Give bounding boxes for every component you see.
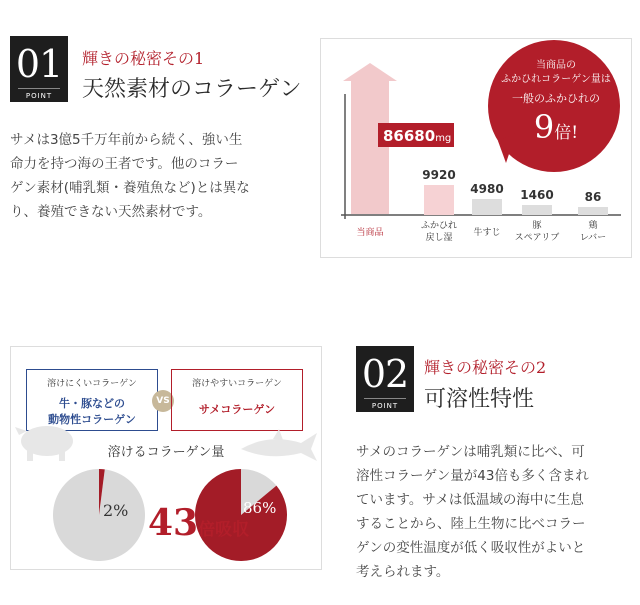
bar	[424, 185, 454, 215]
collagen-amount-chart-panel	[320, 38, 632, 258]
highlight-unit: mg	[435, 133, 452, 144]
point-badge-02	[356, 346, 414, 412]
left-compare-heading: 溶けにくいコラーゲン	[47, 379, 137, 389]
solubility-comparison-panel	[10, 346, 322, 570]
point1-subtitle: 輝きの秘密その1	[82, 49, 205, 68]
left-compare-line1: 牛・豚などの	[59, 397, 125, 410]
right-compare-box	[171, 369, 303, 431]
point-label: POINT	[364, 398, 406, 410]
category-label: スペアリブ	[514, 233, 560, 243]
point1-title: 天然素材のコラーゲン	[82, 77, 302, 102]
point-label: POINT	[18, 88, 60, 100]
category-label: ふかひれ	[420, 221, 458, 231]
category-label: レバー	[579, 233, 607, 243]
paragraph-line: 溶性コラーゲン量が43倍も多く含まれ	[356, 468, 589, 484]
paragraph-line: ゲン素材(哺乳類・養殖魚など)とは異な	[10, 180, 250, 196]
pie-chart-title: 溶けるコラーゲン量	[107, 445, 225, 460]
bar	[472, 199, 502, 215]
bubble-text	[486, 59, 626, 144]
category-label: 当商品	[356, 228, 384, 238]
right-compare-heading: 溶けやすいコラーゲン	[192, 379, 282, 389]
paragraph-line: ゲンの変性温度が低く吸収性がよいと	[356, 540, 586, 556]
bubble-line: 一般のふかひれの	[512, 92, 600, 105]
bubble-line: 当商品の	[536, 60, 576, 71]
highlight-value: 86680	[383, 127, 436, 145]
paragraph-line: り、養殖できない天然素材です。	[10, 204, 212, 220]
pie-left-label: 2%	[103, 501, 129, 520]
left-compare-line2: 動物性コラーゲン	[48, 413, 136, 426]
right-compare-line1: サメコラーゲン	[198, 403, 276, 416]
vs-text: VS	[156, 396, 170, 406]
bar	[578, 207, 608, 215]
category-label: 鶏	[588, 221, 598, 231]
point-number: 02	[361, 352, 409, 396]
paragraph-line: 命力を持つ海の王者です。他のコラー	[10, 156, 239, 172]
category-label: 戻し湿	[425, 233, 453, 243]
absorption-comparison	[148, 502, 249, 544]
point1-paragraph	[10, 128, 310, 224]
bar-value-label: 86	[584, 190, 602, 204]
paragraph-line: することから、陸上生物に比べコラー	[356, 516, 586, 532]
point2-paragraph	[356, 440, 636, 584]
pie-right-label: 86%	[243, 499, 277, 517]
category-label: 牛すじ	[473, 228, 501, 238]
point-number: 01	[15, 42, 63, 86]
paragraph-line: ています。サメは低温域の海中に生息	[356, 492, 584, 508]
absorption-number: 43	[148, 502, 199, 544]
paragraph-line: 考えられます。	[356, 564, 450, 580]
bar-value-label: 4980	[470, 182, 504, 196]
point2-subtitle: 輝きの秘密その2	[424, 358, 547, 377]
bubble-suffix: 倍!	[554, 123, 579, 143]
bubble-line: ふかひれコラーゲン量は	[501, 74, 611, 85]
bar	[522, 205, 552, 215]
point2-title: 可溶性特性	[424, 387, 535, 412]
point-badge-01	[10, 36, 68, 102]
bar-value-label: 9920	[422, 168, 456, 182]
absorption-text: 倍吸収	[198, 520, 250, 540]
paragraph-line: サメのコラーゲンは哺乳類に比べ、可	[356, 444, 585, 460]
paragraph-line: サメは3億5千万年前から続く、強い生	[10, 132, 243, 148]
bar-value-label: 1460	[520, 188, 554, 202]
bubble-multiplier: 9	[533, 108, 555, 146]
category-label: 豚	[532, 221, 542, 231]
